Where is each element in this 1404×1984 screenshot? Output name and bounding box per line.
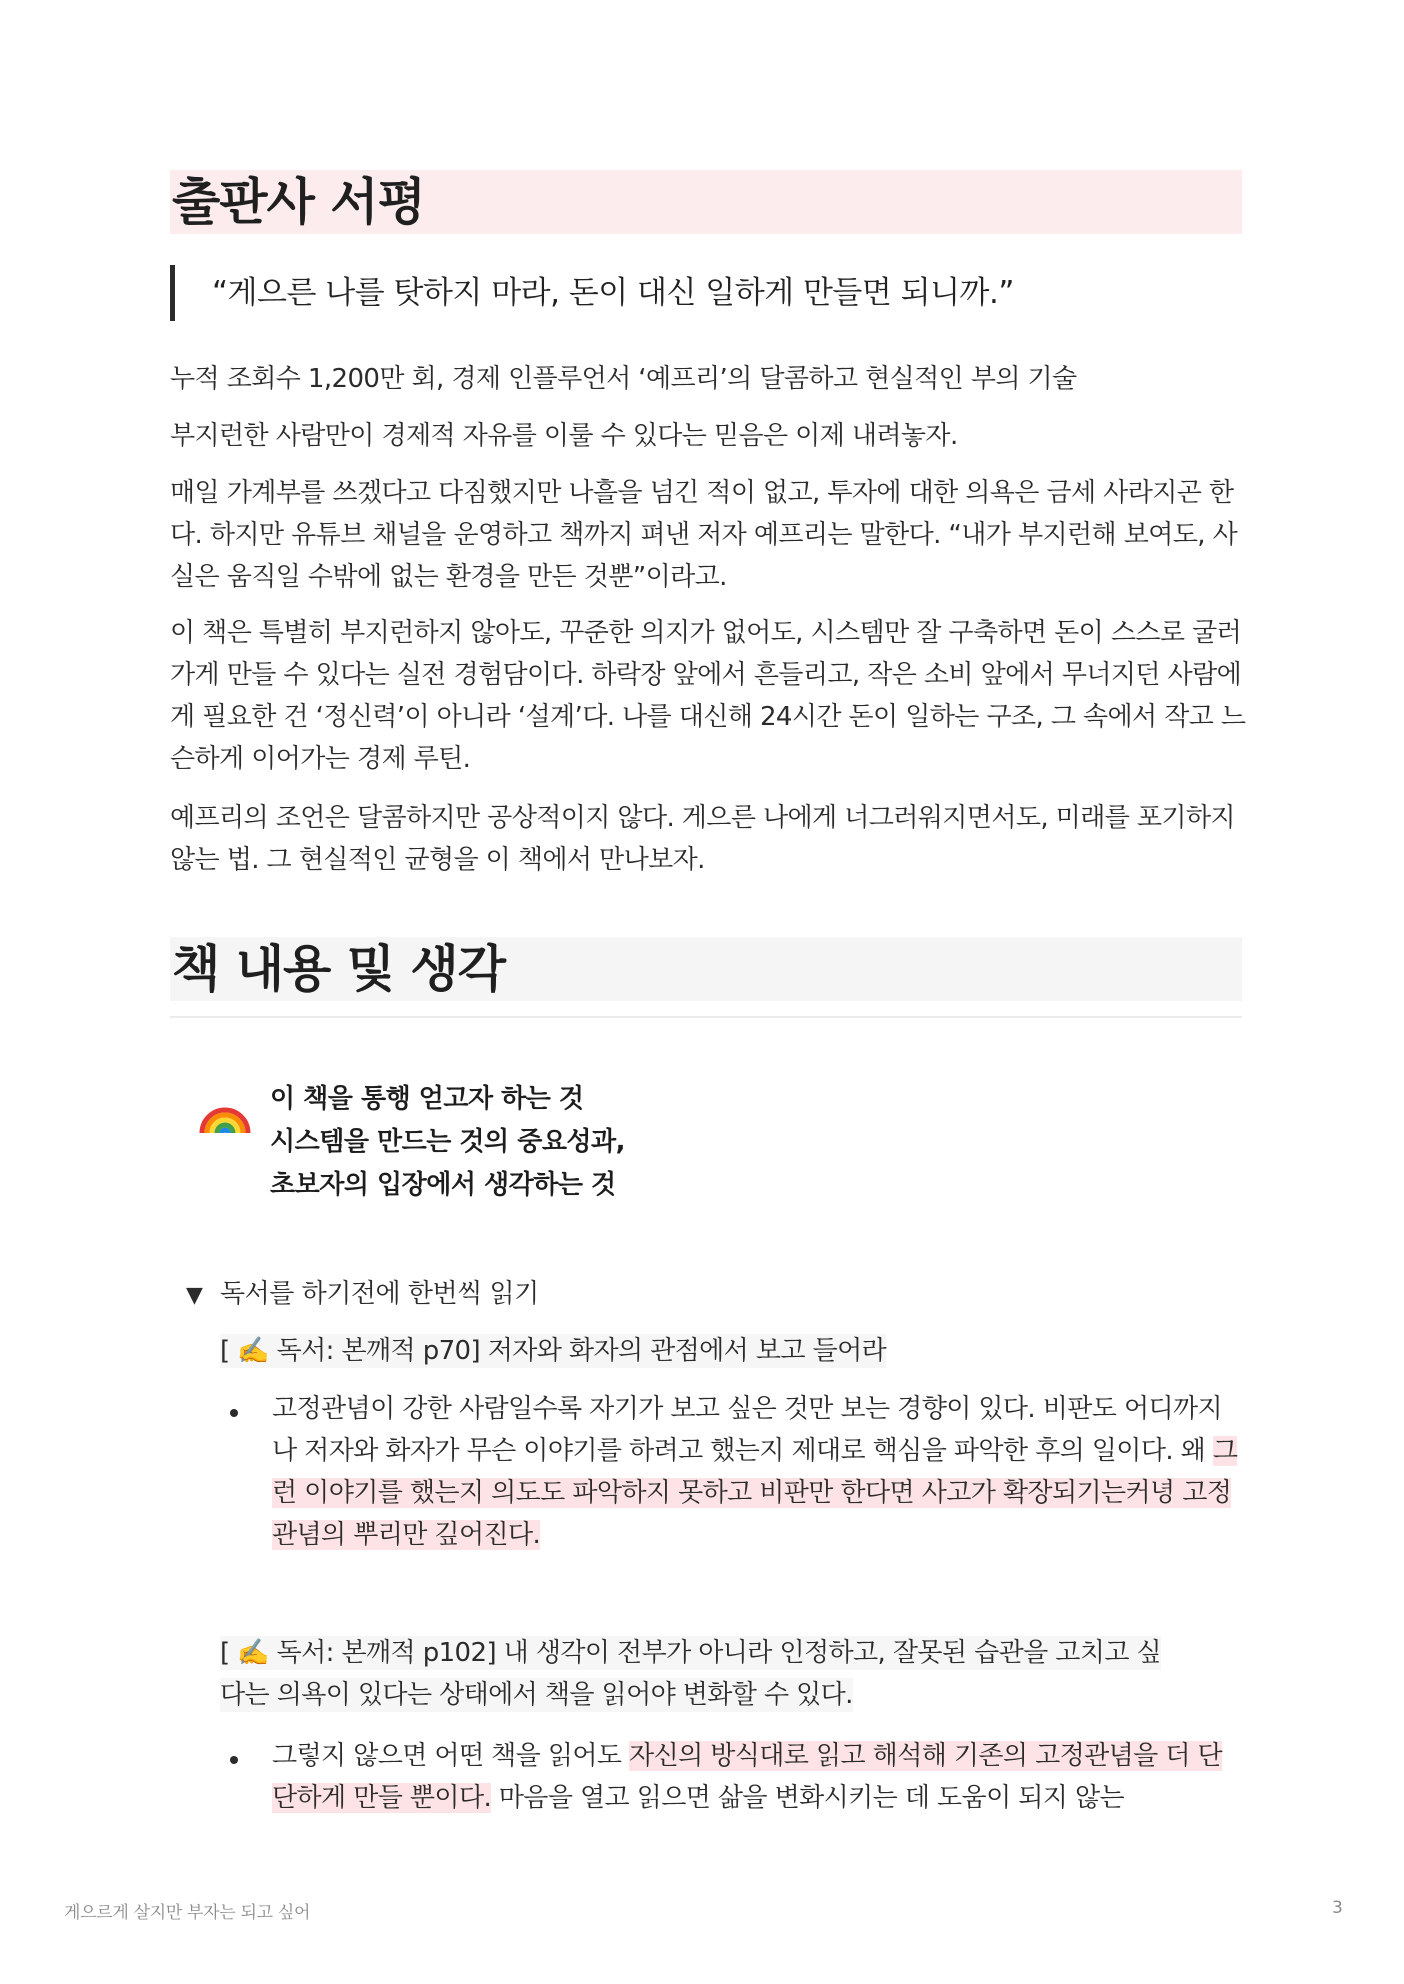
quote-text: “게으른 나를 탓하지 마라, 돈이 대신 일하게 만들면 되니까.” <box>212 275 1014 311</box>
highlighted-text: 자신의 방식대로 읽고 해석해 기존의 고정관념을 더 단단하게 만들 뿐이다. <box>272 1741 1223 1813</box>
paragraph: 부지런한 사람만이 경제적 자유를 이룰 수 있다는 믿음은 이제 내려놓자. <box>170 421 958 451</box>
quote-bar <box>170 265 175 321</box>
bullet-dot <box>230 1409 238 1417</box>
paragraph: 매일 가계부를 쓰겠다고 다짐했지만 나흘을 넘긴 적이 없고, 투자에 대한 의욕은 금세 사라지곤 한다. 하지만 유튜브 채널을 운영하고 책까지 펴낸 저자 예프리는 말한다. “내가 부지런해 보여도, 사실은 움직일 수밖에 없는 환경을 만든 것뿐”이라고. <box>170 478 1238 592</box>
bullet-text: 마음을 열고 읽으면 삶을 변화시키는 데 도움이 되지 않는 <box>491 1783 1124 1813</box>
triangle-down-icon[interactable]: ▼ <box>186 1283 203 1308</box>
callout-line: 초보자의 입장에서 생각하는 것 <box>270 1170 616 1200</box>
page-number: 3 <box>1332 1898 1343 1918</box>
toggle-label: 독서를 하기전에 한번씩 읽기 <box>220 1279 539 1309</box>
heading-publisher-review: 출판사 서평 <box>170 170 1242 234</box>
bullet-text: 그렇지 않으면 어떤 책을 읽어도 <box>272 1741 630 1771</box>
callout-line: 이 책을 통행 얻고자 하는 것 <box>270 1084 584 1114</box>
highlighted-text: 그런 이야기를 했는지 의도도 파악하지 못하고 비판만 한다면 사고가 확장되기는커녕 고정관념의 뿌리만 깊어진다. <box>272 1436 1238 1550</box>
bullet-dot <box>230 1756 238 1764</box>
toggle-reading-tips[interactable] <box>186 1274 539 1316</box>
bullet-item <box>272 1735 1240 1819</box>
bullet-text: 고정관념이 강한 사람일수록 자기가 보고 싶은 것만 보는 경향이 있다. 비판도 어디까지나 저자와 화자가 무슨 이야기를 하려고 했는지 제대로 핵심을 파악한 후의 일이다. 왜 <box>272 1394 1223 1466</box>
rainbow-icon <box>198 1085 252 1139</box>
callout-line: 시스템을 만드는 것의 중요성과, <box>270 1127 626 1157</box>
callout-text <box>270 1078 970 1207</box>
reading-note-text: 다는 의욕이 있다는 상태에서 책을 읽어야 변화할 수 있다. <box>220 1680 853 1710</box>
reading-note-text: [ ✍️ 독서: 본깨적 p70] 저자와 화자의 관점에서 보고 들어라 <box>220 1336 887 1366</box>
paragraph: 이 책은 특별히 부지런하지 않아도, 꾸준한 의지가 없어도, 시스템만 잘 구축하면 돈이 스스로 굴러가게 만들 수 있다는 실전 경험담이다. 하락장 앞에서 흔들리고, 작은 소비 앞에서 무너지던 사람에게 필요한 건 ‘정신력’이 아니라 ‘설계’다. 나를 대신해 24시간 돈이 일하는 구조, 그 속에서 작고 느슨하게 이어가는 경제 루틴. <box>170 618 1246 774</box>
reading-note <box>220 1330 886 1372</box>
heading-book-content: 책 내용 및 생각 <box>170 937 1242 1001</box>
bullet-item <box>272 1388 1240 1556</box>
reading-note <box>220 1632 1250 1716</box>
reading-note-text: [ ✍️ 독서: 본깨적 p102] 내 생각이 전부가 아니라 인정하고, 잘못된 습관을 고치고 싶 <box>220 1638 1162 1668</box>
footer-title: 게으르게 살지만 부자는 되고 싶어 <box>64 1903 311 1923</box>
divider <box>170 1016 1242 1018</box>
paragraph: 누적 조회수 1,200만 회, 경제 인플루언서 ‘예프리’의 달콤하고 현실적인 부의 기술 <box>170 364 1077 394</box>
paragraph: 예프리의 조언은 달콤하지만 공상적이지 않다. 게으른 나에게 너그러워지면서도, 미래를 포기하지 않는 법. 그 현실적인 균형을 이 책에서 만나보자. <box>170 803 1235 875</box>
